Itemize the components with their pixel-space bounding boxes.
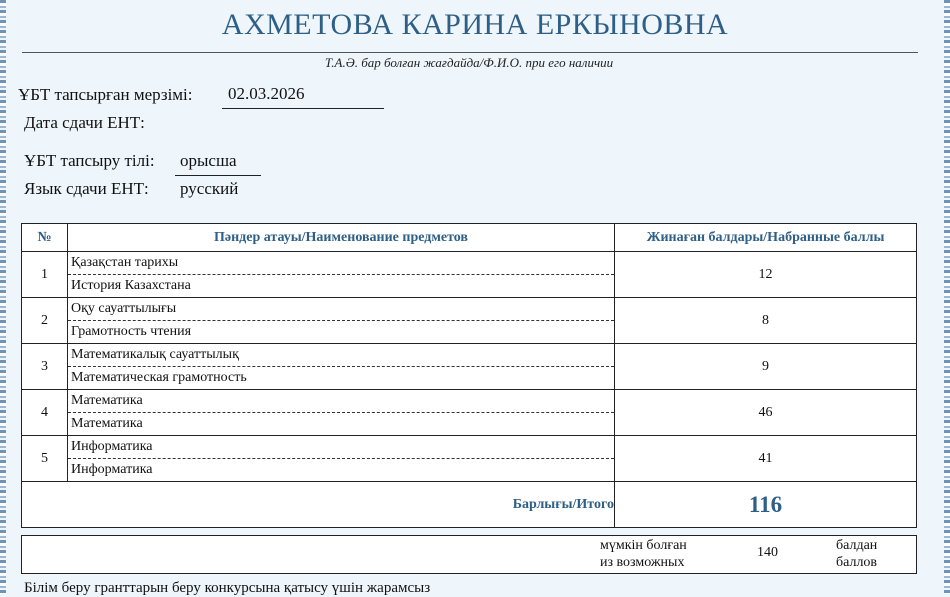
decorative-border-right — [944, 0, 950, 594]
header-num: № — [22, 224, 68, 252]
row-num: 5 — [22, 436, 68, 482]
subject-name-kz: Математикалық сауаттылық — [68, 344, 614, 367]
table-header-row — [22, 224, 917, 252]
decorative-border-left — [0, 0, 6, 594]
subject-name-ru: Математическая грамотность — [71, 370, 247, 385]
full-name: АХМЕТОВА КАРИНА ЕРКЫНОВНА — [221, 8, 729, 41]
total-value: 116 — [615, 482, 917, 528]
exam-lang-value-kz: орысша — [180, 151, 237, 170]
subject-name-kz: Қазақстан тарихы — [68, 252, 614, 275]
header-points: Жинаған балдары/Набранные баллы — [615, 224, 917, 252]
possible-label-kz: мүмкін болған — [600, 538, 687, 553]
row-num: 2 — [22, 298, 68, 344]
eligibility-note: Білім беру гранттарын беру конкурсына қатысу үшін жарамсыз — [24, 580, 431, 596]
row-subject — [68, 298, 615, 344]
row-num: 3 — [22, 344, 68, 390]
row-points: 8 — [615, 298, 917, 344]
subject-name-ru: Информатика — [71, 462, 153, 477]
row-subject — [68, 390, 615, 436]
table-row — [22, 298, 917, 344]
scores-table — [21, 223, 917, 528]
subject-name-kz: Математика — [68, 390, 614, 413]
exam-date-underline — [222, 108, 384, 109]
row-num: 1 — [22, 252, 68, 298]
possible-value: 140 — [757, 545, 778, 560]
possible-unit-kz: балдан — [836, 538, 878, 553]
table-row — [22, 252, 917, 298]
row-subject — [68, 344, 615, 390]
name-underline — [22, 52, 918, 53]
exam-date-label-kz: ҰБТ тапсырған мерзімі: — [18, 85, 193, 104]
row-points: 12 — [615, 252, 917, 298]
exam-lang-label-kz: ҰБТ тапсыру тілі: — [24, 151, 155, 170]
subject-name-kz: Информатика — [68, 436, 614, 459]
row-points: 46 — [615, 390, 917, 436]
name-caption: Т.А.Ә. бар болған жағдайда/Ф.И.О. при его наличии — [324, 55, 614, 70]
subject-name-kz: Оқу сауаттылығы — [68, 298, 614, 321]
exam-date-value: 02.03.2026 — [228, 84, 305, 103]
row-points: 9 — [615, 344, 917, 390]
table-row — [22, 436, 917, 482]
subject-name-ru: Грамотность чтения — [71, 324, 192, 339]
total-label: Барлығы/Итого — [22, 482, 615, 528]
row-points: 41 — [615, 436, 917, 482]
row-num: 4 — [22, 390, 68, 436]
exam-lang-label-ru: Язык сдачи ЕНТ: — [24, 179, 149, 198]
table-row — [22, 390, 917, 436]
total-row — [22, 482, 917, 528]
header-subject: Пәндер атауы/Наименование предметов — [68, 224, 615, 252]
exam-lang-underline — [175, 175, 261, 176]
possible-unit-ru: баллов — [836, 555, 878, 570]
subject-name-ru: Математика — [71, 416, 143, 431]
possible-label-ru: из возможных — [600, 555, 685, 570]
row-subject — [68, 252, 615, 298]
subject-name-ru: История Казахстана — [71, 278, 191, 293]
table-row — [22, 344, 917, 390]
row-subject — [68, 436, 615, 482]
possible-unit — [836, 537, 877, 571]
possible-points-box — [21, 535, 917, 574]
exam-lang-value-ru: русский — [180, 179, 239, 198]
possible-label — [600, 537, 687, 571]
exam-date-label-ru: Дата сдачи ЕНТ: — [24, 113, 145, 132]
